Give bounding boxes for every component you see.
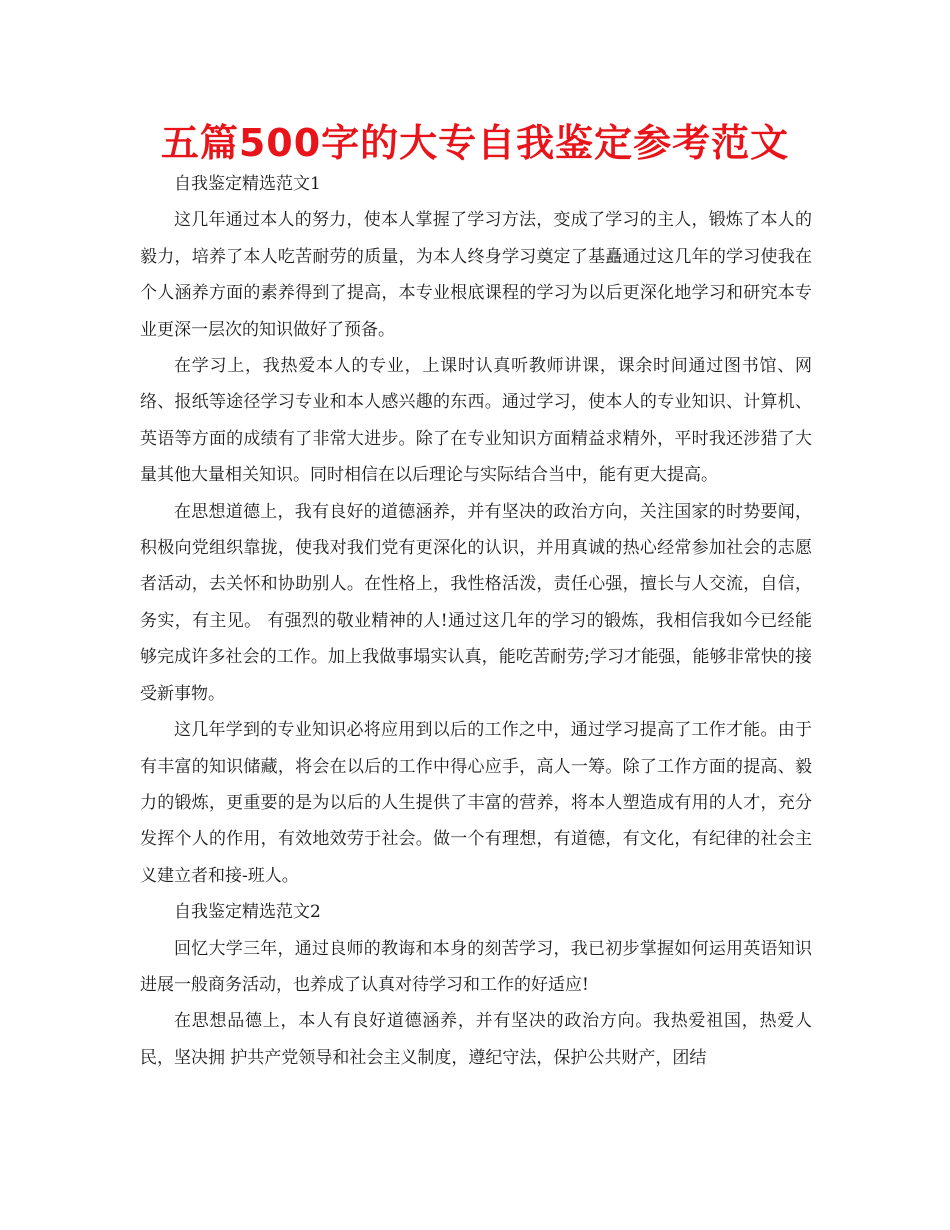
paragraph: 在学习上，我热爱本人的专业，上课时认真听教师讲课，课余时间通过图书馆、网络、报纸等途径学习专业和本人感兴趣的东西。通过学习，使本人的专业知识、计算机、英语等方面的成绩有了非常大进步。除了在专业知识方面精益求精外，平时我还涉猎了大量其他大量相关知识。同时相信在以后理论与实际结合当中，能有更大提高。 bbox=[140, 356, 812, 486]
paragraph: 在思想品德上，本人有良好道德涵养，并有坚决的政治方向。我热爱祖国，热爱人民，坚决拥 护共产党领导和社会主义制度，遵纪守法，保护公共财产，团结 bbox=[140, 1011, 812, 1068]
section-heading-2: 自我鉴定精选范文2 bbox=[174, 902, 321, 923]
paragraph: 回忆大学三年，通过良师的教诲和本身的刻苦学习，我已初步掌握如何运用英语知识进展一般商务活动，也养成了认真对待学习和工作的好适应! bbox=[140, 938, 812, 995]
paragraph: 在思想道德上，我有良好的道德涵养，并有坚决的政治方向，关注国家的时势要闻，积极向党组织靠拢，使我对我们党有更深化的认识，并用真诚的热心经常参加社会的志愿者活动，去关怀和协助别人。在性格上，我性格活泼，责任心强，擅长与人交流，自信，务实，有主见。 有强烈的敬业精神的人!通过这几年的学习的锻炼，我相信我如今已经能够完成许多社会的工作。加上我做事塌实认真，能吃苦耐劳;学习才能强，能够非常快的接受新事物。 bbox=[140, 501, 812, 704]
document-body bbox=[140, 166, 812, 1076]
paragraph: 这几年通过本人的努力，使本人掌握了学习方法，变成了学习的主人，锻炼了本人的毅力，培养了本人吃苦耐劳的质量，为本人终身学习奠定了基矗通过这几年的学习使我在个人涵养方面的素养得到了提高，本专业根底课程的学习为以后更深化地学习和研究本专业更深一层次的知识做好了预备。 bbox=[140, 210, 812, 340]
document-title: 五篇500字的大专自我鉴定参考范文 bbox=[160, 121, 790, 165]
paragraph: 这几年学到的专业知识必将应用到以后的工作之中，通过学习提高了工作才能。由于有丰富的知识储藏，将会在以后的工作中得心应手，高人一筹。除了工作方面的提高、毅力的锻炼，更重要的是为以后的人生提供了丰富的营养，将本人塑造成有用的人才，充分发挥个人的作用，有效地效劳于社会。做一个有理想，有道德，有文化，有纪律的社会主义建立者和接-班人。 bbox=[140, 720, 812, 886]
section-heading-1: 自我鉴定精选范文1 bbox=[174, 174, 321, 194]
